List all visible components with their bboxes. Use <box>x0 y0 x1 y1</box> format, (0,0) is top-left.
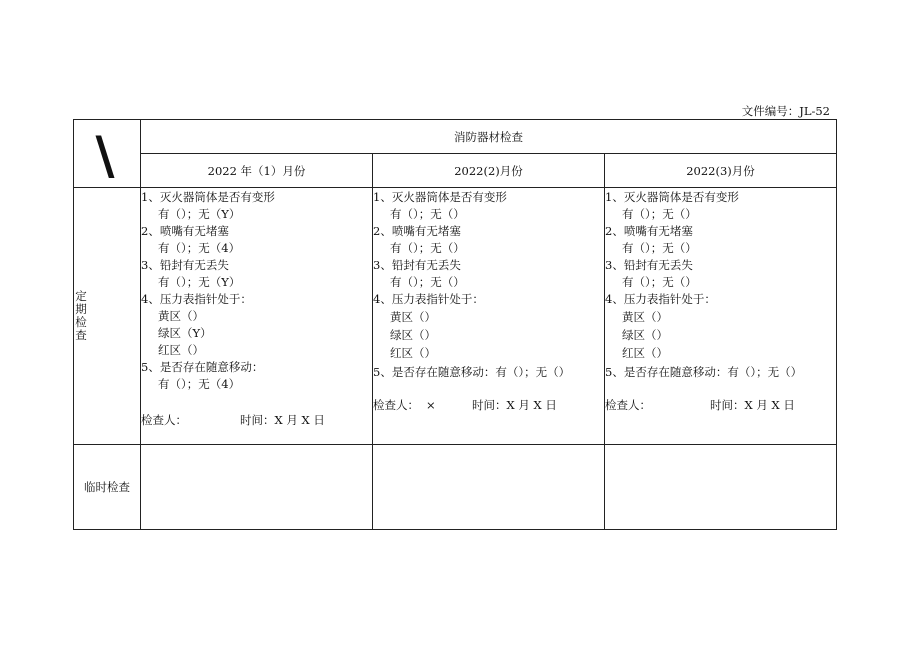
item-line: 2、喷嘴有无堵塞 <box>141 224 229 238</box>
inspection-time: 时间：X 月 X 日 <box>240 413 325 427</box>
inspector-label: 检查人： <box>141 413 187 427</box>
item-line: 黄区（） <box>390 310 436 324</box>
item-line: 5、是否存在随意移动： <box>141 360 264 374</box>
month-header-3: 2022(3)月份 <box>686 163 755 178</box>
inspection-time: 时间：X 月 X 日 <box>710 398 795 412</box>
item-line: 1、灭火器筒体是否有变形 <box>141 190 275 204</box>
month-header-2: 2022(2)月份 <box>454 163 523 178</box>
item-line: 4、压力表指针处于： <box>141 292 252 306</box>
item-line: 有（）；无（） <box>622 275 697 289</box>
item-line: 4、压力表指针处于： <box>373 292 484 306</box>
item-line: 2、喷嘴有无堵塞 <box>373 224 461 238</box>
item-line: 黄区（） <box>622 310 668 324</box>
item-line: 有（）；无（Y） <box>158 207 241 221</box>
inspector-label: 检查人： <box>373 398 419 412</box>
item-line: 有（）；无（） <box>622 241 697 255</box>
row-label-regular-check: 定 期 检 查 <box>75 289 87 342</box>
month-header-1: 2022 年（1）月份 <box>207 163 306 178</box>
item-line: 3、铅封有无丢失 <box>373 258 461 272</box>
item-line: 红区（） <box>158 343 204 357</box>
item-line: 绿区（Y） <box>158 326 212 340</box>
inspector-value: × <box>426 398 436 412</box>
item-line: 4、压力表指针处于： <box>605 292 716 306</box>
item-line: 有（）；无（） <box>622 207 697 221</box>
item-line: 1、灭火器筒体是否有变形 <box>605 190 739 204</box>
row-label-temporary-check: 临时检查 <box>84 480 130 494</box>
item-line: 3、铅封有无丢失 <box>141 258 229 272</box>
item-line: 红区（） <box>622 346 668 360</box>
item-line: 有（）；无（4） <box>158 377 241 391</box>
item-line: 绿区（） <box>622 328 668 342</box>
inspector-label: 检查人： <box>605 398 651 412</box>
table-title: 消防器材检查 <box>454 129 523 144</box>
item-line: 有（）；无（） <box>390 275 465 289</box>
item-line: 2、喷嘴有无堵塞 <box>605 224 693 238</box>
item-line: 红区（） <box>390 346 436 360</box>
item-line: 5、是否存在随意移动：有（）；无（） <box>605 365 803 379</box>
item-line: 有（）；无（） <box>390 241 465 255</box>
item-line: 有（）；无（4） <box>158 241 241 255</box>
document-number: 文件编号：JL-52 <box>741 104 830 118</box>
inspection-time: 时间：X 月 X 日 <box>472 398 557 412</box>
item-line: 5、是否存在随意移动：有（）；无（） <box>373 365 571 379</box>
item-line: 绿区（） <box>390 328 436 342</box>
item-line: 1、灭火器筒体是否有变形 <box>373 190 507 204</box>
corner-mark: \ <box>95 126 115 186</box>
item-line: 3、铅封有无丢失 <box>605 258 693 272</box>
item-line: 有（）；无（Y） <box>158 275 241 289</box>
item-line: 有（）；无（） <box>390 207 465 221</box>
item-line: 黄区（） <box>158 309 204 323</box>
